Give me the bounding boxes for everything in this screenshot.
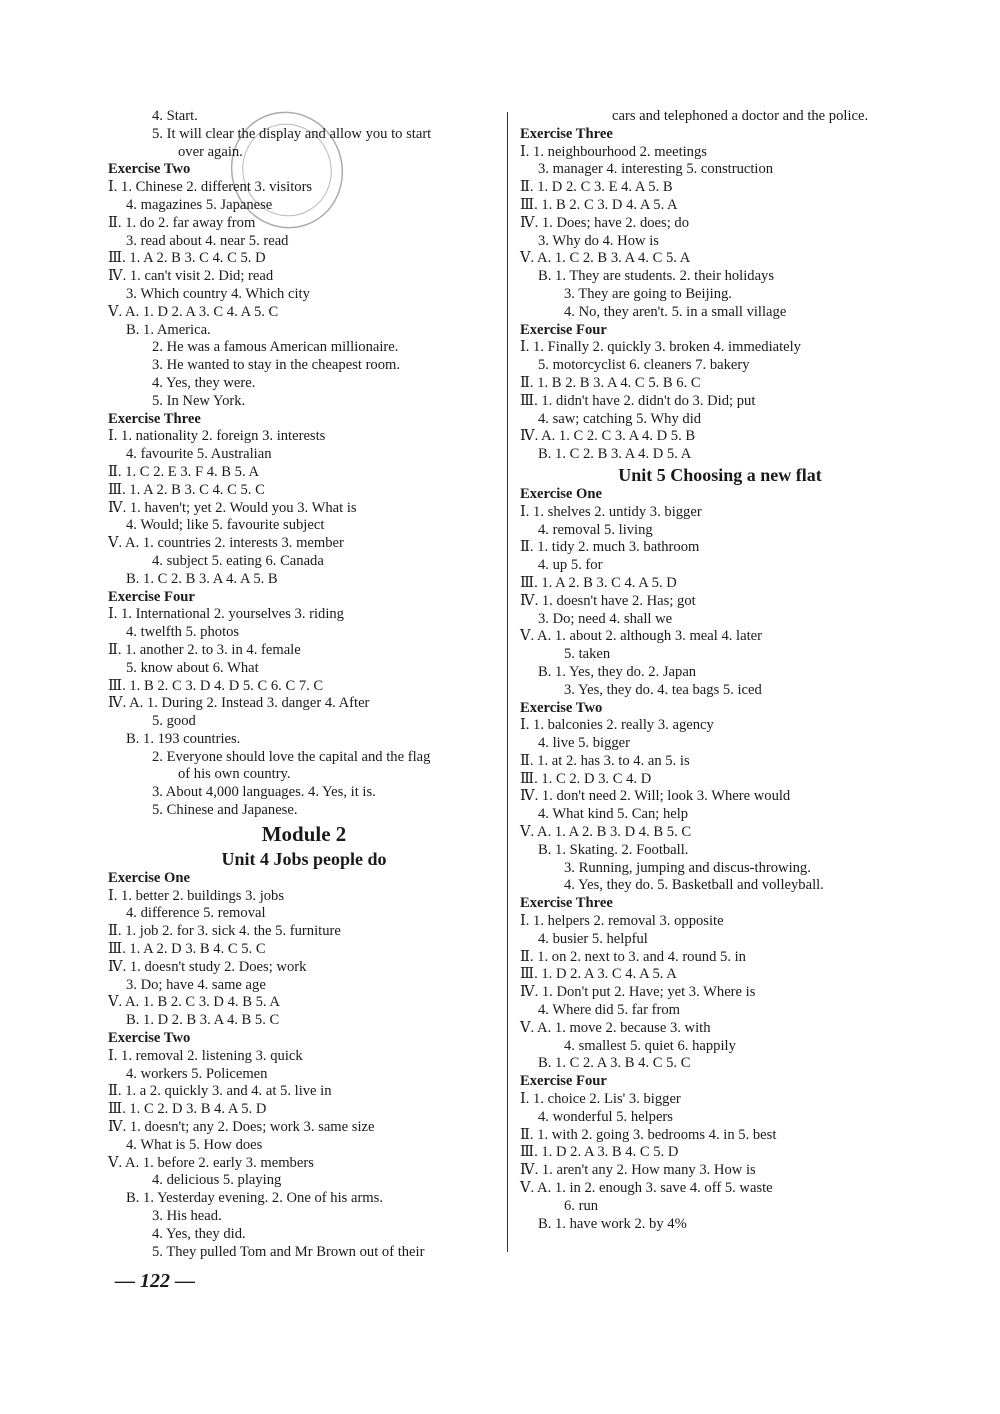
answer-line: B. 1. Skating. 2. Football. (538, 841, 689, 858)
answer-line: Ⅲ. 1. A 2. B 3. C 4. C 5. D (108, 250, 266, 267)
answer-line: 3. Yes, they do. 4. tea bags 5. iced (564, 681, 762, 698)
answer-line: B. 1. They are students. 2. their holidays (538, 268, 775, 285)
answer-line: cars and telephoned a doctor and the police. (612, 108, 869, 124)
answer-line: Ⅲ. 1. A 2. B 3. C 4. A 5. D (520, 574, 677, 591)
answer-line: Ⅲ. 1. D 2. A 3. C 4. A 5. A (520, 966, 677, 983)
exercise-heading: Exercise One (108, 869, 191, 886)
answer-line: Ⅳ. 1. don't need 2. Will; look 3. Where would (520, 788, 791, 805)
answer-line: 5. motorcyclist 6. cleaners 7. bakery (538, 357, 750, 374)
answer-line: 5. know about 6. What (126, 659, 259, 676)
answer-line: Ⅳ. A. 1. C 2. C 3. A 4. D 5. B (520, 428, 696, 445)
answer-line: 3. His head. (152, 1208, 222, 1225)
answer-line: 3. read about 4. near 5. read (126, 232, 289, 249)
answer-line: Ⅲ. 1. C 2. D 3. B 4. A 5. D (108, 1101, 267, 1118)
answer-line: Ⅱ. 1. do 2. far away from (108, 214, 256, 231)
answer-line: Ⅱ. 1. another 2. to 3. in 4. female (108, 641, 301, 658)
answer-line: Ⅰ. 1. neighbourhood 2. meetings (520, 143, 707, 160)
unit-heading: Unit 5 Choosing a new flat (618, 464, 822, 485)
answer-line: Ⅳ. 1. can't visit 2. Did; read (108, 268, 274, 285)
exercise-heading: Exercise Four (108, 588, 195, 605)
exercise-heading: Exercise One (520, 485, 603, 502)
answer-line: Ⅰ. 1. Chinese 2. different 3. visitors (108, 179, 313, 196)
answer-line: 3. He wanted to stay in the cheapest room. (152, 357, 401, 374)
answer-line: B. 1. C 2. B 3. A 4. A 5. B (126, 570, 278, 587)
answer-line: Ⅴ. A. 1. D 2. A 3. C 4. A 5. C (108, 303, 279, 320)
right-answer-column (520, 108, 920, 1233)
answer-line: Ⅱ. 1. a 2. quickly 3. and 4. at 5. live in (108, 1083, 332, 1100)
exercise-heading: Exercise Four (520, 321, 607, 338)
answer-line: B. 1. C 2. A 3. B 4. C 5. C (538, 1055, 691, 1072)
answer-line: 4. saw; catching 5. Why did (538, 410, 702, 427)
answer-line: B. 1. have work 2. by 4% (538, 1215, 687, 1232)
module-heading: Module 2 (261, 821, 347, 846)
exercise-heading: Exercise Two (108, 161, 191, 178)
exercise-heading: Exercise Three (520, 895, 613, 912)
answer-line: 4. removal 5. living (538, 521, 653, 538)
answer-line: 2. He was a famous American millionaire. (152, 339, 399, 356)
answer-line: 4. delicious 5. playing (152, 1172, 282, 1189)
answer-line: B. 1. D 2. B 3. A 4. B 5. C (126, 1012, 280, 1029)
answer-line: Ⅴ. A. 1. A 2. B 3. D 4. B 5. C (520, 824, 692, 841)
exercise-heading: Exercise Three (108, 410, 201, 427)
answer-line: 6. run (564, 1197, 599, 1214)
answer-line: 4. Would; like 5. favourite subject (126, 517, 325, 534)
answer-line: 3. They are going to Beijing. (564, 285, 732, 302)
answer-line: 3. Do; need 4. shall we (538, 610, 673, 627)
answer-line: Ⅲ. 1. D 2. A 3. B 4. C 5. D (520, 1144, 679, 1161)
exercise-heading: Exercise Two (520, 699, 603, 716)
answer-line: 3. manager 4. interesting 5. construction (538, 161, 774, 178)
answer-line: 4. Yes, they were. (152, 374, 256, 391)
answer-line: Ⅴ. A. 1. in 2. enough 3. save 4. off 5. waste (520, 1180, 773, 1197)
answer-line: 5. good (152, 713, 196, 730)
answer-line: Ⅴ. A. 1. B 2. C 3. D 4. B 5. A (108, 994, 280, 1011)
answer-line: 5. taken (564, 646, 611, 663)
answer-line: 3. Why do 4. How is (538, 232, 659, 249)
answer-line: Ⅱ. 1. with 2. going 3. bedrooms 4. in 5. best (520, 1126, 777, 1143)
column-divider (507, 112, 508, 1252)
answer-line: 4. up 5. for (538, 557, 603, 574)
exercise-heading: Exercise Two (108, 1030, 191, 1047)
answer-line: 5. They pulled Tom and Mr Brown out of their (152, 1243, 425, 1260)
answer-line: Ⅰ. 1. helpers 2. removal 3. opposite (520, 913, 724, 930)
answer-line: Ⅲ. 1. didn't have 2. didn't do 3. Did; put (520, 392, 756, 409)
answer-line: Ⅰ. 1. better 2. buildings 3. jobs (108, 887, 285, 904)
answer-line: Ⅳ. 1. Don't put 2. Have; yet 3. Where is (520, 984, 756, 1001)
answer-line: Ⅲ. 1. B 2. C 3. D 4. A 5. A (520, 196, 678, 213)
answer-line: Ⅰ. 1. balconies 2. really 3. agency (520, 717, 714, 734)
answer-line: 4. Where did 5. far from (538, 1002, 680, 1019)
answer-line: 4. Yes, they did. (152, 1225, 246, 1242)
answer-line: Ⅲ. 1. C 2. D 3. C 4. D (520, 770, 652, 787)
answer-line: B. 1. 193 countries. (126, 730, 241, 747)
answer-line: Ⅲ. 1. A 2. B 3. C 4. C 5. C (108, 481, 265, 498)
answer-line: Ⅰ. 1. removal 2. listening 3. quick (108, 1047, 303, 1064)
answer-line: Ⅰ. 1. Finally 2. quickly 3. broken 4. immediately (520, 339, 801, 356)
answer-line: Ⅰ. 1. choice 2. Lis' 3. bigger (520, 1091, 681, 1108)
answer-line: 4. magazines 5. Japanese (126, 196, 273, 213)
answer-line: 3. Which country 4. Which city (126, 285, 310, 302)
answer-line: Ⅳ. 1. doesn't study 2. Does; work (108, 958, 307, 975)
answer-line: Ⅰ. 1. International 2. yourselves 3. riding (108, 606, 344, 623)
answer-line: 4. twelfth 5. photos (126, 624, 240, 641)
answer-line: 5. In New York. (152, 392, 246, 409)
answer-line: 4. What kind 5. Can; help (538, 806, 689, 823)
answer-line: 4. wonderful 5. helpers (538, 1108, 673, 1125)
answer-line: Ⅱ. 1. on 2. next to 3. and 4. round 5. in (520, 948, 746, 965)
answer-line: 4. workers 5. Policemen (126, 1065, 268, 1082)
answer-line: B. 1. America. (126, 321, 211, 338)
answer-line: Ⅳ. 1. doesn't have 2. Has; got (520, 592, 696, 609)
answer-line: Ⅳ. 1. aren't any 2. How many 3. How is (520, 1162, 756, 1179)
answer-line: Ⅰ. 1. nationality 2. foreign 3. interests (108, 428, 326, 445)
answer-line: Ⅴ. A. 1. countries 2. interests 3. member (108, 535, 344, 552)
exercise-heading: Exercise Three (520, 125, 613, 142)
answer-line: Ⅳ. 1. haven't; yet 2. Would you 3. What is (108, 499, 357, 516)
answer-line: 4. subject 5. eating 6. Canada (152, 552, 324, 569)
answer-line: 3. Do; have 4. same age (126, 976, 266, 993)
answer-line: Ⅳ. 1. doesn't; any 2. Does; work 3. same size (108, 1119, 375, 1136)
answer-line: 3. About 4,000 languages. 4. Yes, it is. (152, 784, 376, 801)
answer-line: 4. live 5. bigger (538, 735, 631, 752)
answer-line: 2. Everyone should love the capital and the flag (152, 748, 431, 765)
answer-line: Ⅰ. 1. shelves 2. untidy 3. bigger (520, 503, 702, 520)
answer-line: Ⅱ. 1. tidy 2. much 3. bathroom (520, 539, 700, 556)
page-number: — 122 — (115, 1270, 195, 1292)
answer-line: 5. It will clear the display and allow you to start (152, 125, 432, 142)
answer-line: over again. (178, 143, 243, 160)
unit-heading: Unit 4 Jobs people do (221, 848, 387, 869)
answer-line: 4. Yes, they do. 5. Basketball and volleyball. (564, 877, 824, 894)
answer-line: 4. difference 5. removal (126, 905, 266, 922)
answer-line: Ⅱ. 1. B 2. B 3. A 4. C 5. B 6. C (520, 374, 701, 391)
exercise-heading: Exercise Four (520, 1073, 607, 1090)
answer-line: Ⅴ. A. 1. before 2. early 3. members (108, 1154, 314, 1171)
answer-line: Ⅱ. 1. C 2. E 3. F 4. B 5. A (108, 463, 260, 480)
answer-line: 4. busier 5. helpful (538, 930, 648, 947)
answer-line: 4. favourite 5. Australian (126, 446, 272, 463)
answer-line: Ⅴ. A. 1. about 2. although 3. meal 4. later (520, 628, 762, 645)
answer-line: Ⅴ. A. 1. move 2. because 3. with (520, 1019, 711, 1036)
answer-line: 5. Chinese and Japanese. (152, 802, 298, 819)
answer-line: Ⅳ. A. 1. During 2. Instead 3. danger 4. After (108, 695, 370, 712)
answer-line: B. 1. C 2. B 3. A 4. D 5. A (538, 446, 692, 463)
answer-line: 3. Running, jumping and discus-throwing. (564, 859, 811, 876)
answer-line: Ⅲ. 1. A 2. D 3. B 4. C 5. C (108, 941, 266, 958)
answer-line: Ⅱ. 1. D 2. C 3. E 4. A 5. B (520, 179, 673, 196)
answer-line: 4. No, they aren't. 5. in a small village (564, 303, 787, 320)
answer-line: B. 1. Yesterday evening. 2. One of his arms. (126, 1190, 383, 1207)
answer-line: 4. Start. (152, 108, 198, 124)
left-answer-column (108, 108, 500, 1261)
answer-line: 4. What is 5. How does (126, 1136, 263, 1153)
answer-line: of his own country. (178, 766, 291, 783)
answer-line: Ⅴ. A. 1. C 2. B 3. A 4. C 5. A (520, 250, 691, 267)
answer-line: Ⅱ. 1. job 2. for 3. sick 4. the 5. furniture (108, 923, 341, 940)
answer-line: B. 1. Yes, they do. 2. Japan (538, 663, 697, 680)
answer-line: Ⅳ. 1. Does; have 2. does; do (520, 214, 690, 231)
answer-line: Ⅱ. 1. at 2. has 3. to 4. an 5. is (520, 752, 690, 769)
answer-line: 4. smallest 5. quiet 6. happily (564, 1037, 736, 1054)
answer-line: Ⅲ. 1. B 2. C 3. D 4. D 5. C 6. C 7. C (108, 677, 324, 694)
